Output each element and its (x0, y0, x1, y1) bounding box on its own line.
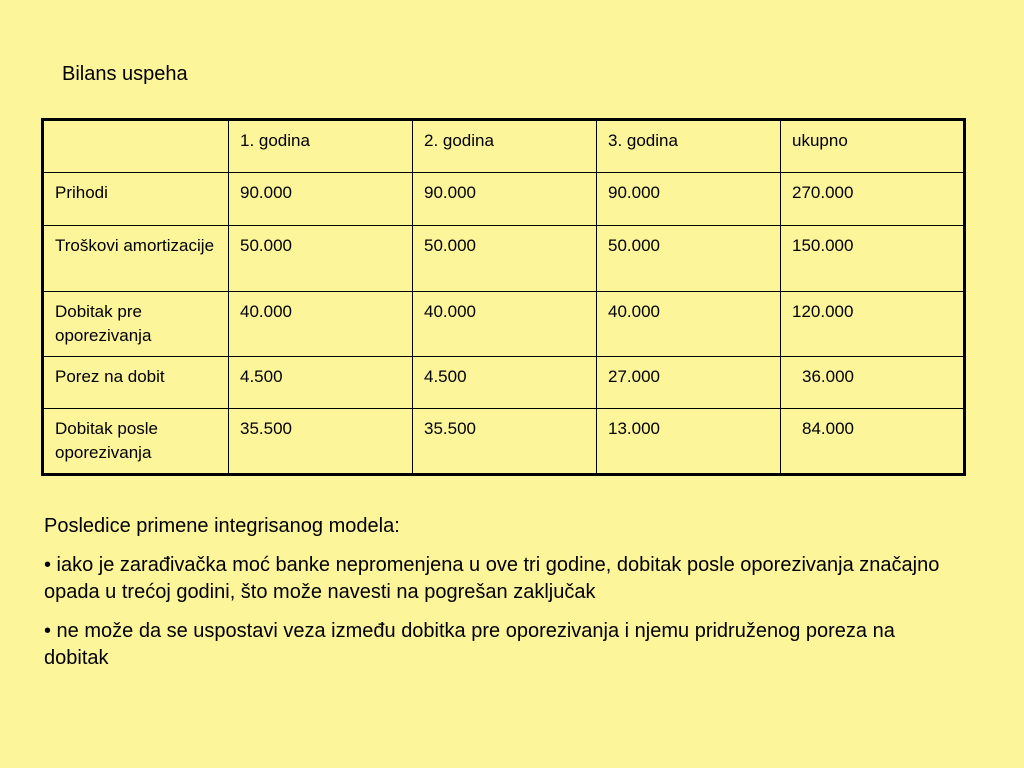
table-row (43, 409, 965, 475)
slide-title: Bilans uspeha (62, 63, 188, 85)
table-cell: 50.000 (597, 226, 781, 292)
table-header-row (43, 120, 965, 173)
table-header-cell: 2. godina (413, 120, 597, 173)
table-cell: 150.000 (781, 226, 965, 292)
notes-section (44, 513, 944, 684)
table-cell: 270.000 (781, 173, 965, 226)
table-row (43, 226, 965, 292)
table-cell: 90.000 (597, 173, 781, 226)
table-cell: 120.000 (781, 292, 965, 357)
table-cell (781, 357, 965, 409)
row-label: Prihodi (43, 173, 229, 226)
table-cell: 40.000 (229, 292, 413, 357)
table-cell: 35.500 (413, 409, 597, 475)
table-row (43, 292, 965, 357)
cell-value: 84.000 (802, 419, 854, 438)
table-header-cell: 3. godina (597, 120, 781, 173)
table-cell: 90.000 (229, 173, 413, 226)
cell-value: 36.000 (802, 367, 854, 386)
table-header-cell: ukupno (781, 120, 965, 173)
income-statement-table (41, 118, 966, 476)
table-cell: 50.000 (229, 226, 413, 292)
table-header-cell: 1. godina (229, 120, 413, 173)
table-cell: 4.500 (413, 357, 597, 409)
table-cell: 40.000 (413, 292, 597, 357)
table-cell: 27.000 (597, 357, 781, 409)
table-row (43, 173, 965, 226)
table-cell (781, 409, 965, 475)
row-label: Dobitak pre oporezivanja (43, 292, 229, 357)
table-cell: 4.500 (229, 357, 413, 409)
table-cell: 40.000 (597, 292, 781, 357)
table-cell: 13.000 (597, 409, 781, 475)
row-label: Troškovi amortizacije (43, 226, 229, 292)
table-cell: 35.500 (229, 409, 413, 475)
table-cell: 50.000 (413, 226, 597, 292)
bullet-item: • iako je zarađivačka moć banke nepromenjena u ove tri godine, dobitak posle oporezivanja značajno opada u trećoj godini, što može navesti na pogrešan zaključak (44, 554, 940, 603)
bullet-item: • ne može da se uspostavi veza između dobitka pre oporezivanja i njemu pridruženog poreza na dobitak (44, 620, 895, 669)
row-label: Porez na dobit (43, 357, 229, 409)
table-cell: 90.000 (413, 173, 597, 226)
table-row (43, 357, 965, 409)
notes-heading: Posledice primene integrisanog modela: (44, 515, 400, 537)
table-header-cell (43, 120, 229, 173)
row-label: Dobitak posle oporezivanja (43, 409, 229, 475)
